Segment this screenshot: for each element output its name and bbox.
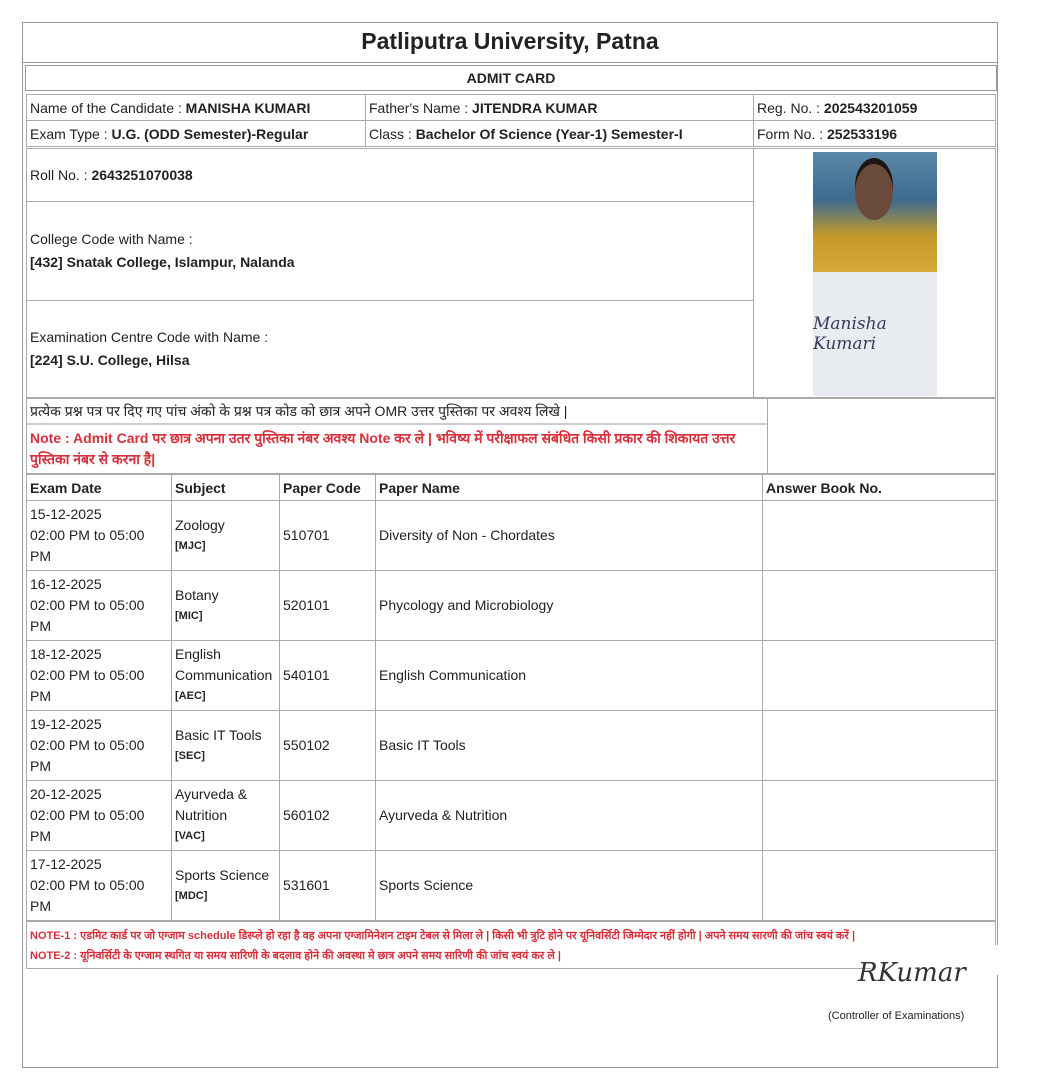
father-name: Father's Name : JITENDRA KUMAR — [366, 95, 754, 121]
controller-label: (Controller of Examinations) — [828, 1010, 965, 1022]
col-answer-book: Answer Book No. — [763, 475, 996, 501]
subject-tag: [MJC] — [175, 539, 206, 552]
class: Class : Bachelor Of Science (Year-1) Semester-I — [366, 121, 754, 147]
exam-date: 18-12-2025 02:00 PM to 05:00 PM — [27, 641, 172, 711]
col-subject: Subject — [172, 475, 280, 501]
candidate-name: Name of the Candidate : MANISHA KUMARI — [27, 95, 366, 121]
paper-code: 531601 — [280, 851, 376, 921]
exam-date: 15-12-2025 02:00 PM to 05:00 PM — [27, 501, 172, 571]
form-no: Form No. : 252533196 — [754, 121, 996, 147]
university-title: Patliputra University, Patna — [23, 23, 997, 63]
instruction-omr: प्रत्येक प्रश्न पत्र पर दिए गए पांच अंको के प्रश्न पत्र कोड को छात्र अपने OMR उत्तर पुस्तिका पर अवश्य लिखे | — [27, 399, 767, 425]
answer-book-no — [763, 781, 996, 851]
instructions — [26, 398, 768, 474]
paper-name: Basic IT Tools — [376, 711, 763, 781]
col-paper-name: Paper Name — [376, 475, 763, 501]
exam-type: Exam Type : U.G. (ODD Semester)-Regular — [27, 121, 366, 147]
note-2: NOTE-2 : यूनिवर्सिटी के एग्जाम स्थगित या समय सारिणी के बदलाव होने की अवस्था मे छात्र अपने समय सारिणी की जांच स्वयं कर ले | — [30, 950, 561, 962]
candidate-details — [26, 148, 754, 398]
paper-name: English Communication — [376, 641, 763, 711]
exam-date: 16-12-2025 02:00 PM to 05:00 PM — [27, 571, 172, 641]
paper-code: 550102 — [280, 711, 376, 781]
col-exam-date: Exam Date — [27, 475, 172, 501]
schedule-row — [27, 571, 996, 641]
schedule-row — [27, 711, 996, 781]
instructions-blank — [767, 398, 996, 474]
answer-book-no — [763, 501, 996, 571]
reg-no: Reg. No. : 202543201059 — [754, 95, 996, 121]
subject: English Communication [AEC] — [172, 641, 280, 711]
answer-book-no — [763, 851, 996, 921]
note-1: NOTE-1 : एडमिट कार्ड पर जो एग्जाम schedule डिस्प्ले हो रहा है वह अपना एग्जामिनेशन टाइम टेबल से मिला ले | किसी भी त्रुटि होने पर यूनिवर्सिटी जिम्मेदार नहीं होगी | अपने समय सारणी की जांच स्वयं करें | — [30, 930, 856, 942]
subject: Basic IT Tools [SEC] — [172, 711, 280, 781]
schedule-row — [27, 501, 996, 571]
admit-card — [22, 22, 998, 1068]
subject-tag: [MIC] — [175, 609, 203, 622]
subject-tag: [MDC] — [175, 889, 208, 902]
instruction-note: Note : Admit Card पर छात्र अपना उतर पुस्तिका नंबर अवश्य Note कर ले | भविष्य में परीक्षाफल संबंधित किसी प्रकार की शिकायत उत्तर पुस्तिका नंबर से करना है| — [30, 430, 736, 467]
subject: Ayurveda & Nutrition [VAC] — [172, 781, 280, 851]
paper-code: 560102 — [280, 781, 376, 851]
subject: Zoology [MJC] — [172, 501, 280, 571]
subject: Botany [MIC] — [172, 571, 280, 641]
paper-name: Ayurveda & Nutrition — [376, 781, 763, 851]
exam-schedule-table — [26, 474, 996, 921]
candidate-photo — [813, 152, 937, 396]
answer-book-no — [763, 571, 996, 641]
subject-tag: [AEC] — [175, 690, 206, 702]
paper-code: 510701 — [280, 501, 376, 571]
answer-book-no — [763, 641, 996, 711]
college: College Code with Name : [432] Snatak College, Islampur, Nalanda — [27, 202, 753, 301]
schedule-row — [27, 641, 996, 711]
candidate-signature: Manisha Kumari — [813, 272, 937, 396]
subject: Sports Science [MDC] — [172, 851, 280, 921]
candidate-info-table — [26, 94, 996, 147]
paper-name: Phycology and Microbiology — [376, 571, 763, 641]
notes — [26, 921, 996, 969]
subject-tag: [SEC] — [175, 749, 205, 762]
photo-image — [813, 152, 937, 272]
exam-date: 17-12-2025 02:00 PM to 05:00 PM — [27, 851, 172, 921]
paper-code: 540101 — [280, 641, 376, 711]
controller-signature: RKumar — [858, 958, 966, 988]
schedule-row — [27, 851, 996, 921]
answer-book-no — [763, 711, 996, 781]
roll-no: Roll No. : 2643251070038 — [27, 149, 753, 202]
exam-date: 19-12-2025 02:00 PM to 05:00 PM — [27, 711, 172, 781]
subject-tag: [VAC] — [175, 830, 205, 842]
schedule-row — [27, 781, 996, 851]
document-title: ADMIT CARD — [25, 65, 997, 91]
photo-column — [753, 148, 996, 398]
exam-date: 20-12-2025 02:00 PM to 05:00 PM — [27, 781, 172, 851]
paper-name: Diversity of Non - Chordates — [376, 501, 763, 571]
paper-code: 520101 — [280, 571, 376, 641]
paper-name: Sports Science — [376, 851, 763, 921]
exam-centre: Examination Centre Code with Name : [224] S.U. College, Hilsa — [30, 329, 269, 368]
col-paper-code: Paper Code — [280, 475, 376, 501]
